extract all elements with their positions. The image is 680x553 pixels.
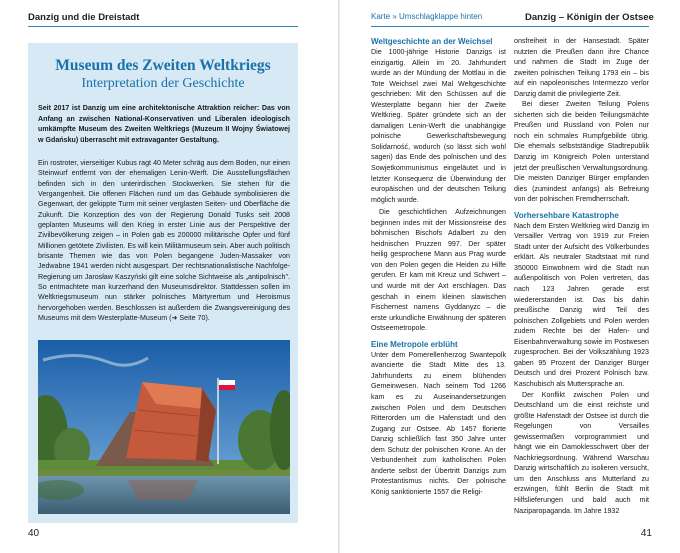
box-body: Ein rostroter, vierseitiger Kubus ragt 40 Meter schräg aus dem Boden, nur einen Steinwurf entfernt von der ehemaligen Lenin-Werft. Die Ausstellungsflächen befinden sich in den unterirdischen Stockwerken. Sie stehen für die Vergangenheit. Die offenen Flächen rund um das Gebäude symbolisieren die Gegenwart, der gekippte Turm mit seiner verglasten Seiten- und Oberfläche die Zukunft. Die Konzeption des von der Regierung Donald Tusks seit 2008 geplanten Museums will den Krieg in erster Linie aus der Perspektive der Zivilbevölkerung zeigen – in Polen gab es 200000 militärische Opfer und fünf Millionen getötete Zivilisten. Es will kein Militärmuseum sein. Aber auch politisch brisante Themen wie das von Polen begangene Juden-Massaker von Jedwabne 1941 werden nicht ausgespart. Der rechtsnationalistische Nachfolge-Regierung um Jarosław Kaszyński gilt eine solche Sichtweise als „antipolnisch". So entmachtete man kurzerhand den Museumsdirektor. Stattdessen sollen im Weltkriegsmuseum nun stärker polnisches Märtyrertum und Heroismus hervorgehoben werden. Beschlossen ist außerdem die Zwangsvereinigung des Museums mit dem Westerplatte-Museum (➜ Seite 70).: [38, 159, 290, 323]
paragraph: Bei dieser Zweiten Teilung Polens sicherten sich die beiden Teilungsmächte Preußen und Russland von Polen nur noch ein schmales Rumpfgebilde übrig. Die ehemals selbstständige Stadtrepublik Danzig im Königreich Polen unterstand jetzt der preußischen Verwaltungsordnung. Die meisten Danziger Bürger empfanden dies (zumindest anfangs) als Befreiung von der polnischen Fremdherrschaft.: [514, 100, 649, 204]
polish-flag: [219, 385, 235, 390]
paragraph: Der Konflikt zwischen Polen und Deutschland um die einst reichste und größte Hafenstadt der Ostsee ist durch die Regelungen von Versailles gewissermaßen vorprogrammiert und hängt wie ein Damoklesschwert über der Nachkriegsordnung. Während Warschau Danzig wirtschaftlich zu isolieren versucht, um den Anschluss ans Mutterland zu erzwingen, fühlt Berlin die Stadt mit Hilfslieferungen und bald auch mit Naziparopaganda. Im Jahre 1932: [514, 390, 649, 515]
paragraph: onsfreiheit in der Hansestadt. Später nutzten die Preußen dann ihre Chance und nahmen die Stadt im Zuge der zweiten polnischen Teilung 1793 ein – bis auf ein napoleonisches Intermezzo verlor Danzig damit die privilegierte Zeit.: [514, 37, 649, 98]
page-number-right: 41: [640, 528, 652, 539]
box-title: Museum des Zweiten Weltkriegs: [55, 57, 271, 74]
museum-photo: [38, 340, 290, 514]
header-rule: [28, 26, 298, 27]
subheading: Vorhersehbare Katastrophe: [514, 210, 619, 220]
paragraph: Nach dem Ersten Weltkrieg wird Danzig im Versailler Vertrag von 1919 zur Freien Stadt unter der Aufsicht des Völkerbundes erklärt. Als neutraler Stadtstaat mit rund 350000 Einwohnern wird die Stadt nun außenpolitisch von Polen vertreten, das nach 123 Jahren gerade erst wiedererstanden ist. Das bis dahin preußische Danzig wird Teil des polnischen Zollgebiets und Polen werden zudem Rechte bei der Hafen- und Eisenbahnverwaltung sowie im Postwesen zugesprochen. Bei der Volkszählung 1923 gaben 95 Prozent der Danziger Bürger Deutsch und drei Prozent Polnisch bzw. Kaschubisch als Muttersprache an.: [514, 221, 649, 388]
header-rule: [371, 26, 649, 27]
page-number-left: 40: [28, 528, 40, 539]
map-crossref[interactable]: Karte » Umschlagklappe hinten: [371, 12, 483, 21]
paragraph: Die geschichtlichen Aufzeichnungen beginnen indes mit der Missionsreise des böhmischen Bischofs Adalbert zu den heidnischen Pruzzen 997. Der später heilig gesprochene Mann aus Prag wurde von den Polen gegen die Heiden zu Hilfe gerufen. Er kam mit Kreuz und Schwert – und wurde mit der Axt erschlagen. Das geschah in einem kleinen slawischen Fischernest namens Gyddanyzc – die erste urkundliche Erwähnung der späteren Ostseemetropole.: [371, 208, 506, 333]
info-box: [28, 43, 298, 523]
paragraph: Unter dem Pomerellenherzog Swantepolk avancierte die Stadt Mitte des 13. Jahrhunderts zu einem blühenden Gemeinwesen. Nach seinem Tod 1266 kam es zu Auseinandersetzungen zwischen Polen und dem Deutschen Ritterorden um die Hafenstadt und den Zugang zur Ostsee. Ab 1457 florierte Danzig schließlich fast 350 Jahre unter dem Schutz der polnischen Krone. An der Verbundenheit zum katholischen Polen änderte selbst der Übertritt Danzigs zum Protestantismus nichts. Der polnische König sanktionierte 1557 die Religi-: [371, 350, 506, 496]
box-subtitle: Interpretation der Geschichte: [81, 76, 245, 91]
text-column-2: [514, 36, 649, 516]
running-head-left: Danzig und die Dreistadt: [28, 12, 140, 23]
subheading: Weltgeschichte an der Weichsel: [371, 37, 493, 46]
text-column-1: [371, 36, 506, 497]
running-head-right: Danzig – Königin der Ostsee: [525, 12, 654, 23]
paragraph: Die 1000-jährige Historie Danzigs ist einzigartig. Allein im 20. Jahrhundert wurde an der Mündung der Mottlau in die Tote Weichsel zwei Mal Weltgeschichte geschrieben: Mit den Schüssen auf die Westerplatte begann hier der Zweite Weltkrieg. Später gründete sich an der damaligen Lenin-Werft die unabhängige polnische Gewerkschaftsbewegung Solidarność, wodurch (so lässt sich wohl sagen) das Ende des polnischen und des Sowjetkommunismus eingeläutet und in letzter Konsequenz die Überwindung der europäischen und der deutschen Teilung möglich wurde.: [371, 48, 506, 204]
box-lead: Seit 2017 ist Danzig um eine architektonische Attraktion reicher: Das von Anfang an zwischen National-Konservativen und Liberalen ideologisch umkämpfte Museum des Zweiten Weltkriegs (Muzeum II Wojny Światowej w Gdańsku) überrascht mit extravaganter Gestaltung.: [38, 104, 290, 144]
right-page: [340, 0, 680, 553]
subheading: Eine Metropole erblüht: [371, 339, 458, 349]
